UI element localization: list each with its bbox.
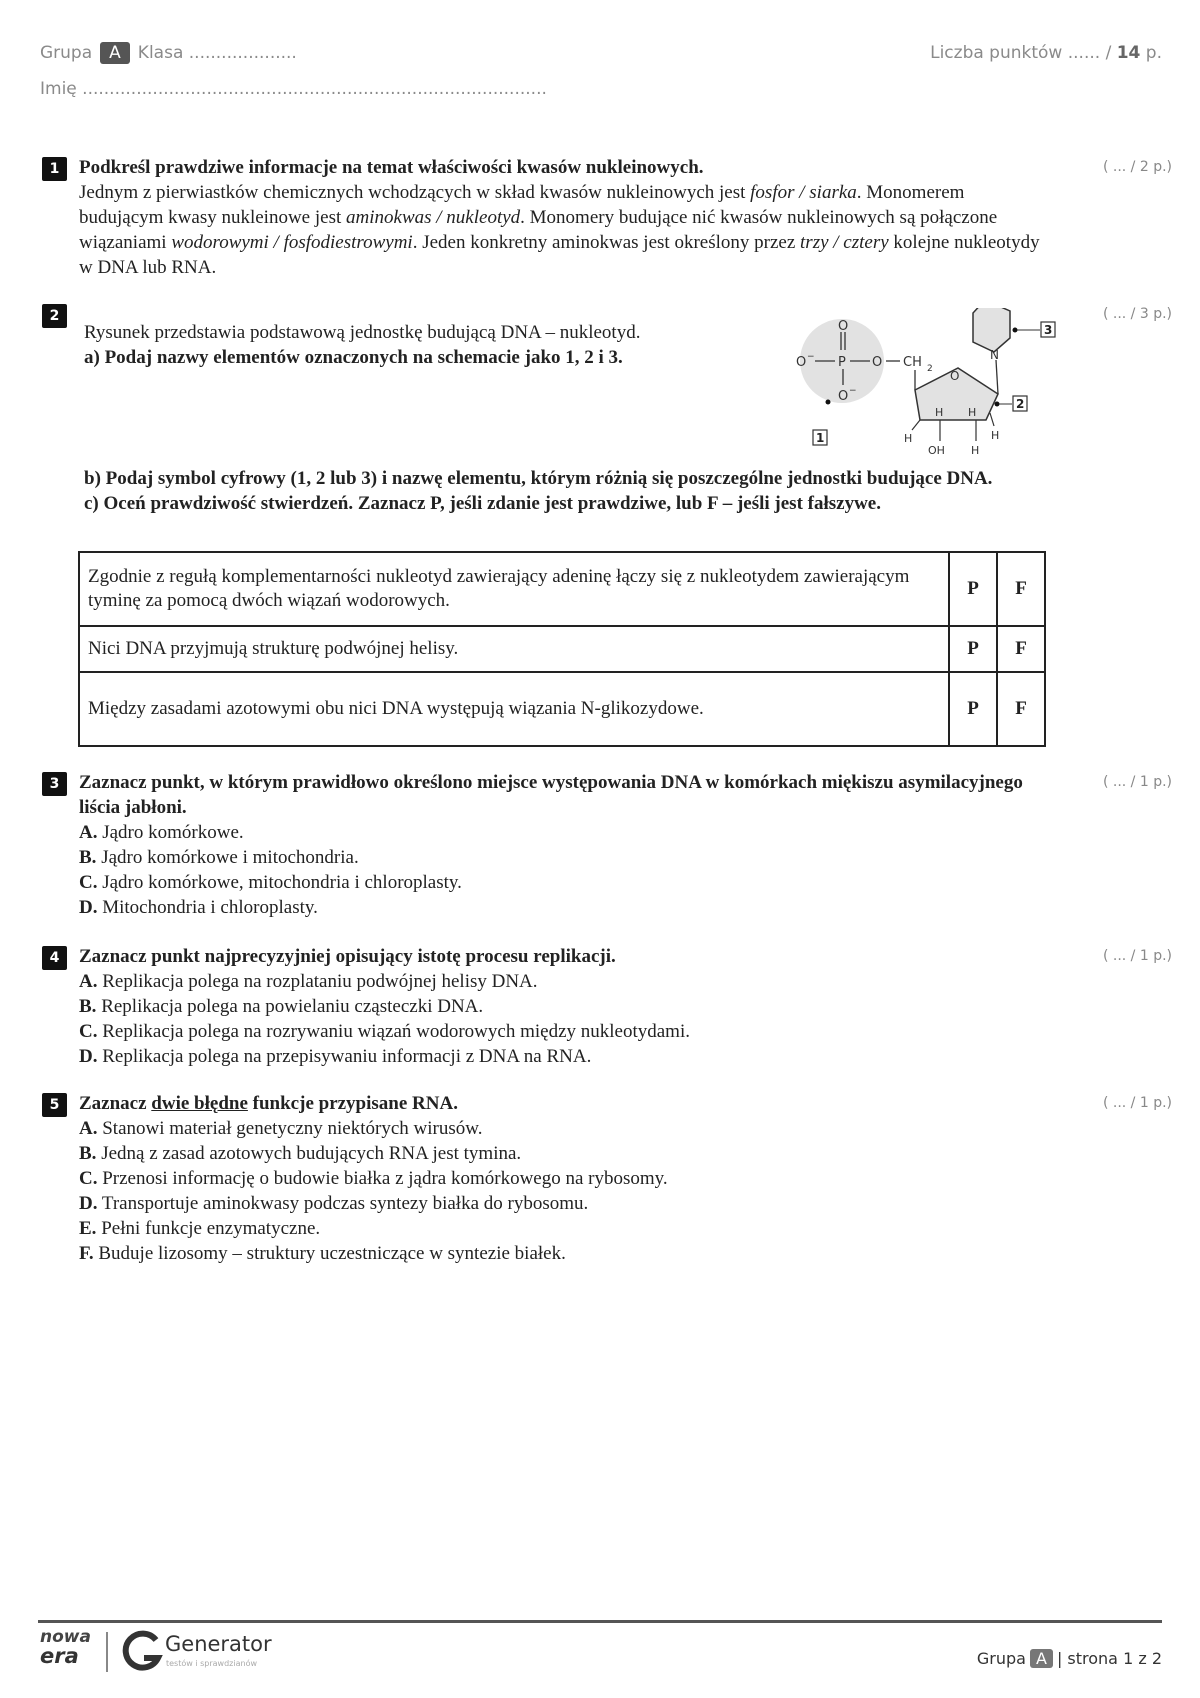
answer-false[interactable]: F — [997, 672, 1045, 746]
task-part-c: c) Oceń prawdziwość stwierdzeń. Zaznacz P, jeśli zdanie jest prawdziwe, lub F – jeśli jest fałszywe. — [84, 493, 881, 514]
table-row — [79, 672, 1045, 746]
ch2-group: CH — [903, 355, 922, 370]
task-part-b: b) Podaj symbol cyfrowy (1, 2 lub 3) i nazwę elementu, którym różnią się poszczególne jednostki budujące DNA. — [84, 468, 993, 489]
task-points: ( ... / 1 p.) — [1102, 774, 1172, 790]
answer-false[interactable]: F — [997, 626, 1045, 672]
task-points: ( ... / 3 p.) — [1102, 306, 1172, 322]
ring-h-left: H — [935, 406, 944, 419]
ring-oxygen: O — [950, 369, 960, 383]
ch2-subscript: 2 — [927, 364, 933, 374]
class-field: Klasa .................... — [137, 43, 297, 63]
nowa-era-logo: nowa era — [40, 1627, 91, 1668]
table-row — [79, 552, 1045, 626]
answer-option[interactable]: C. Jądro komórkowe, mitochondria i chloroplasty. — [79, 872, 462, 893]
task-5 — [42, 1091, 1172, 1266]
footer-divider — [38, 1620, 1162, 1623]
oxygen-left: O — [796, 355, 807, 370]
points-unit: p. — [1145, 43, 1162, 63]
sugar-h1: H — [904, 432, 913, 445]
answer-option[interactable]: B. Jedną z zasad azotowych budujących RNA jest tymina. — [79, 1143, 522, 1164]
task-number: 2 — [42, 304, 67, 328]
answer-true[interactable]: P — [949, 552, 997, 626]
nucleotide-diagram — [790, 308, 1090, 463]
statement-cell: Nici DNA przyjmują strukturę podwójnej helisy. — [79, 626, 949, 672]
task-points: ( ... / 2 p.) — [1102, 159, 1172, 175]
answer-option[interactable]: D. Mitochondria i chloroplasty. — [79, 897, 318, 918]
points-total-value: 14 — [1116, 43, 1141, 63]
footer-page-info — [977, 1649, 1162, 1668]
generator-title: Generator — [165, 1632, 272, 1656]
task-number: 1 — [42, 157, 67, 181]
answer-option[interactable]: A. Stanowi materiał genetyczny niektórych wirusów. — [79, 1118, 483, 1139]
task-1 — [42, 155, 1172, 280]
oxygen-top: O — [838, 319, 849, 334]
points-total — [930, 43, 1162, 63]
task-3 — [42, 770, 1172, 920]
true-false-table — [78, 551, 1046, 747]
group-badge: A — [100, 42, 130, 64]
task-question: Zaznacz punkt najprecyzyjniej opisujący istotę procesu replikacji. — [79, 946, 616, 967]
answer-option[interactable]: D. Replikacja polega na przepisywaniu informacji z DNA na RNA. — [79, 1046, 592, 1067]
answer-true[interactable]: P — [949, 672, 997, 746]
oxygen-bottom: O — [838, 389, 849, 404]
name-field: Imię ...................................................................................... — [40, 79, 547, 99]
task-question: Podkreśl prawdziwe informacje na temat właściwości kwasów nukleinowych. — [79, 157, 704, 178]
sugar-h3: H — [991, 429, 1000, 442]
group-label: Grupa — [40, 43, 93, 63]
generator-subtitle: testów i sprawdzianów — [166, 1659, 257, 1668]
task-number: 3 — [42, 772, 67, 796]
label-2: 2 — [1016, 397, 1025, 411]
task-question: Zaznacz dwie błędne funkcje przypisane RNA. — [79, 1093, 458, 1114]
task-4 — [42, 944, 1172, 1069]
task-part-a: a) Podaj nazwy elementów oznaczonych na schemacie jako 1, 2 i 3. — [84, 347, 623, 368]
generator-g-icon — [120, 1630, 164, 1674]
task-intro: Rysunek przedstawia podstawową jednostkę budującą DNA – nukleotyd. — [84, 322, 641, 343]
answer-option[interactable]: A. Replikacja polega na rozplataniu podwójnej helisy DNA. — [79, 971, 538, 992]
answer-option[interactable]: A. Jądro komórkowe. — [79, 822, 244, 843]
task-points: ( ... / 1 p.) — [1102, 1095, 1172, 1111]
task-2-parts — [42, 466, 1042, 516]
choice-option[interactable]: trzy / cztery — [800, 232, 889, 253]
label-1: 1 — [816, 431, 825, 445]
footer-group-badge: A — [1030, 1649, 1053, 1668]
header-group-line — [40, 42, 297, 64]
answer-option[interactable]: C. Replikacja polega na rozrywaniu wiązań wodorowych między nukleotydami. — [79, 1021, 690, 1042]
statement-cell: Zgodnie z regułą komplementarności nukleotyd zawierający adeninę łączy się z nukleotydem zawierającym tyminę za pomocą dwóch wiązań wodorowych. — [79, 552, 949, 626]
sugar-oh: OH — [928, 444, 945, 457]
task-text: Jednym z pierwiastków chemicznych wchodzących w skład kwasów nukleinowych jest fosfor / siarka. Monomerem budującym kwasy nukleinowe jest aminokwas / nukleotyd. Monomery budujące nić kwasów nukleinowych są połączone wiązaniami wodorowymi / fosfodiestrowymi. Jeden konkretny aminokwas jest określony przez trzy / cztery kolejne nukleotydy w DNA lub RNA. — [79, 182, 1040, 278]
answer-option[interactable]: C. Przenosi informację o budowie białka z jądra komórkowego na rybosomy. — [79, 1168, 668, 1189]
answer-false[interactable]: F — [997, 552, 1045, 626]
answer-option[interactable]: E. Pełni funkcje enzymatyczne. — [79, 1218, 321, 1239]
choice-option[interactable]: fosfor / siarka — [750, 182, 857, 203]
footer-group-label: Grupa — [976, 1649, 1026, 1668]
label-3: 3 — [1044, 323, 1053, 337]
task-points: ( ... / 1 p.) — [1102, 948, 1172, 964]
logo-separator — [106, 1632, 108, 1672]
nitrogen-base — [973, 308, 1010, 352]
answer-option[interactable]: F. Buduje lizosomy – struktury uczestniczące w syntezie białek. — [79, 1243, 566, 1264]
sugar-h2: H — [971, 444, 980, 457]
table-row — [79, 626, 1045, 672]
points-label: Liczba punktów ...... / — [930, 43, 1112, 63]
task-question: Zaznacz punkt, w którym prawidłowo określono miejsce występowania DNA w komórkach miękiszu asymilacyjnego liścia jabłoni. — [79, 772, 1023, 818]
task-number: 4 — [42, 946, 67, 970]
oxygen-right: O — [872, 355, 883, 370]
ring-h-right: H — [968, 406, 977, 419]
phosphorus: P — [838, 355, 846, 370]
choice-option[interactable]: wodorowymi / fosfodiestrowymi — [171, 232, 413, 253]
charge-bottom: − — [849, 386, 857, 396]
base-nitrogen: N — [990, 348, 999, 362]
task-number: 5 — [42, 1093, 67, 1117]
answer-option[interactable]: B. Replikacja polega na powielaniu cząsteczki DNA. — [79, 996, 484, 1017]
statement-cell: Między zasadami azotowymi obu nici DNA występują wiązania N-glikozydowe. — [79, 672, 949, 746]
answer-option[interactable]: D. Transportuje aminokwasy podczas syntezy białka do rybosomu. — [79, 1193, 589, 1214]
answer-true[interactable]: P — [949, 626, 997, 672]
page-number: | strona 1 z 2 — [1056, 1649, 1162, 1668]
charge-left: − — [807, 352, 815, 362]
answer-option[interactable]: B. Jądro komórkowe i mitochondria. — [79, 847, 359, 868]
choice-option[interactable]: aminokwas / nukleotyd — [346, 207, 521, 228]
